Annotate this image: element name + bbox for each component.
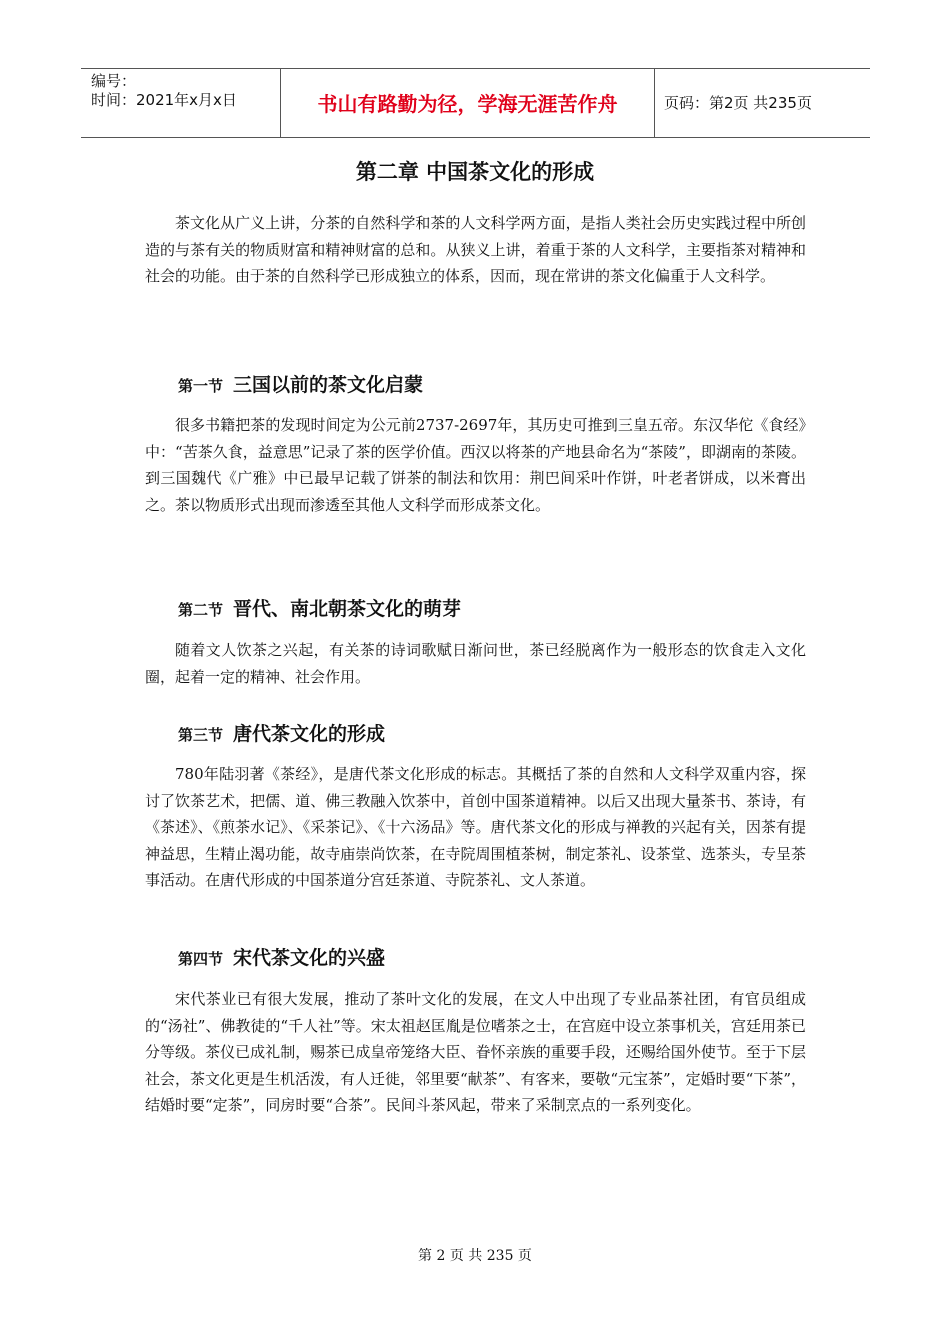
header-motto-cell [280, 69, 655, 137]
section-body-1: 很多书籍把茶的发现时间定为公元前2737-2697年，其历史可推到三皇五帝。东汉华佗《食经》中：“苦茶久食，益意思”记录了茶的医学价值。西汉以将茶的产地县命名为“茶陵”，即湖南的茶陵。到三国魏代《广雅》中已最早记载了饼茶的制法和饮用：荆巴间采叶作饼，叶老者饼成，以米膏出之。茶以物质形式出现而渗透至其他人文科学而形成茶文化。 [145, 416, 806, 514]
section-body-3: 780年陆羽著《茶经》，是唐代茶文化形成的标志。其概括了茶的自然和人文科学双重内容，探讨了饮茶艺术，把儒、道、佛三教融入饮茶中，首创中国茶道精神。以后又出现大量茶书、茶诗，有《茶述》、《煎茶水记》、《采茶记》、《十六汤品》等。唐代茶文化的形成与禅教的兴起有关，因茶有提神益思，生精止渴功能，故寺庙崇尚饮茶，在寺院周围植茶树，制定茶礼、设茶堂、选茶头，专呈茶事活动。在唐代形成的中国茶道分宫廷茶道、寺院茶礼、文人茶道。 [145, 765, 806, 889]
section-heading-3 [178, 721, 385, 748]
section-title: 唐代茶文化的形成 [233, 723, 386, 745]
section-number: 第四节 [178, 950, 224, 968]
motto: 书山有路勤为径，学海无涯苦作舟 [317, 92, 618, 116]
section-number: 第三节 [178, 726, 224, 744]
header-table [81, 68, 870, 138]
section-body-2: 随着文人饮茶之兴起，有关茶的诗词歌赋日渐问世，茶已经脱离作为一般形态的饮食走入文化圈，起着一定的精神、社会作用。 [145, 641, 806, 686]
section-heading-1 [178, 372, 423, 399]
section-number: 第一节 [178, 377, 224, 395]
section-title: 晋代、南北朝茶文化的萌芽 [233, 598, 462, 620]
chapter-title: 第二章 中国茶文化的形成 [355, 160, 595, 184]
date-label: 时间：2021年x月x日 [91, 91, 237, 109]
section-body-4: 宋代茶业已有很大发展，推动了茶叶文化的发展，在文人中出现了专业品茶社团，有官员组成的“汤社”、佛教徒的“千人社”等。宋太祖赵匡胤是位嗜茶之士，在宫庭中设立茶事机关，宫廷用茶已分等级。茶仪已成礼制，赐茶已成皇帝笼络大臣、眷怀亲族的重要手段，还赐给国外使节。至于下层社会，茶文化更是生机活泼，有人迁徙，邻里要“献茶”、有客来，要敬“元宝茶”，定婚时要“下茶”，结婚时要“定茶”，同房时要“合茶”。民间斗茶风起，带来了采制烹点的一系列变化。 [145, 990, 807, 1114]
intro-paragraph: 茶文化从广义上讲，分茶的自然科学和茶的人文科学两方面，是指人类社会历史实践过程中所创造的与茶有关的物质财富和精神财富的总和。从狭义上讲，着重于茶的人文科学，主要指茶对精神和社会的功能。由于茶的自然科学已形成独立的体系，因而，现在常讲的茶文化偏重于人文科学。 [145, 214, 806, 285]
section-title: 宋代茶文化的兴盛 [233, 947, 386, 969]
page-info: 页码：第2页 共235页 [664, 94, 812, 112]
section-heading-4 [178, 945, 385, 972]
serial-label: 编号： [91, 72, 137, 90]
section-heading-2 [178, 596, 461, 623]
section-title: 三国以前的茶文化启蒙 [233, 374, 424, 396]
section-number: 第二节 [178, 601, 224, 619]
page-footer: 第 2 页 共 235 页 [418, 1248, 532, 1264]
header-page-cell [654, 69, 870, 137]
header-meta-cell [81, 69, 279, 137]
